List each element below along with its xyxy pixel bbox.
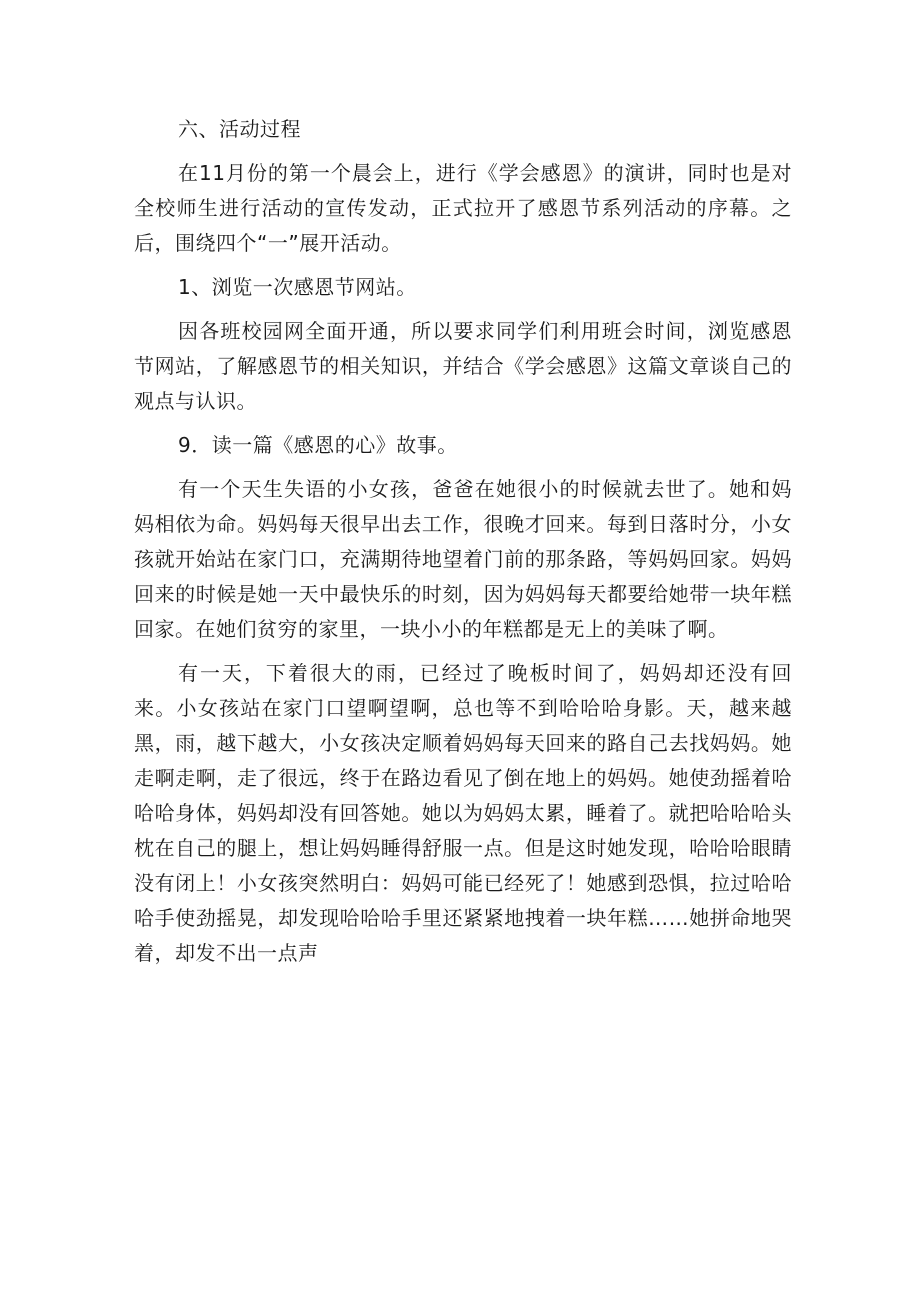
intro-paragraph: 在11月份的第一个晨会上，进行《学会感恩》的演讲，同时也是对全校师生进行活动的宣传发动，正式拉开了感恩节系列活动的序幕。之后，围绕四个“一”展开活动。 — [134, 161, 792, 255]
section-title: 六、活动过程 — [178, 117, 301, 141]
item-1-body: 因各班校园网全面开通，所以要求同学们利用班会时间，浏览感恩节网站，了解感恩节的相关知识，并结合《学会感恩》这篇文章谈自己的观点与认识。 — [134, 319, 792, 413]
item-2-title: 9．读一篇《感恩的心》故事。 — [178, 433, 458, 457]
story-paragraph-1: 有一个天生失语的小女孩，爸爸在她很小的时候就去世了。她和妈妈相依为命。妈妈每天很早出去工作，很晚才回来。每到日落时分，小女孩就开始站在家门口，充满期待地望着门前的那条路，等妈妈回家。妈妈回来的时候是她一天中最快乐的时刻，因为妈妈每天都要给她带一块年糕回家。在她们贫穷的家里，一块小小的年糕都是无上的美味了啊。 — [134, 477, 792, 641]
item-1-title: 1、浏览一次感恩节网站。 — [178, 275, 417, 299]
document-body — [134, 112, 792, 980]
story-paragraph-2: 有一天，下着很大的雨，已经过了晚板时间了，妈妈却还没有回来。小女孩站在家门口望啊望啊，总也等不到哈哈哈身影。天，越来越黑，雨，越下越大，小女孩决定顺着妈妈每天回来的路自己去找妈妈。她走啊走啊，走了很远，终于在路边看见了倒在地上的妈妈。她使劲摇着哈哈哈身体，妈妈却没有回答她。她以为妈妈太累，睡着了。就把哈哈哈头枕在自己的腿上，想让妈妈睡得舒服一点。但是这时她发现，哈哈哈眼睛没有闭上！小女孩突然明白：妈妈可能已经死了！她感到恐惧，拉过哈哈哈手使劲摇晃，却发现哈哈哈手里还紧紧地拽着一块年糕……她拼命地哭着，却发不出一点声 — [134, 661, 792, 965]
